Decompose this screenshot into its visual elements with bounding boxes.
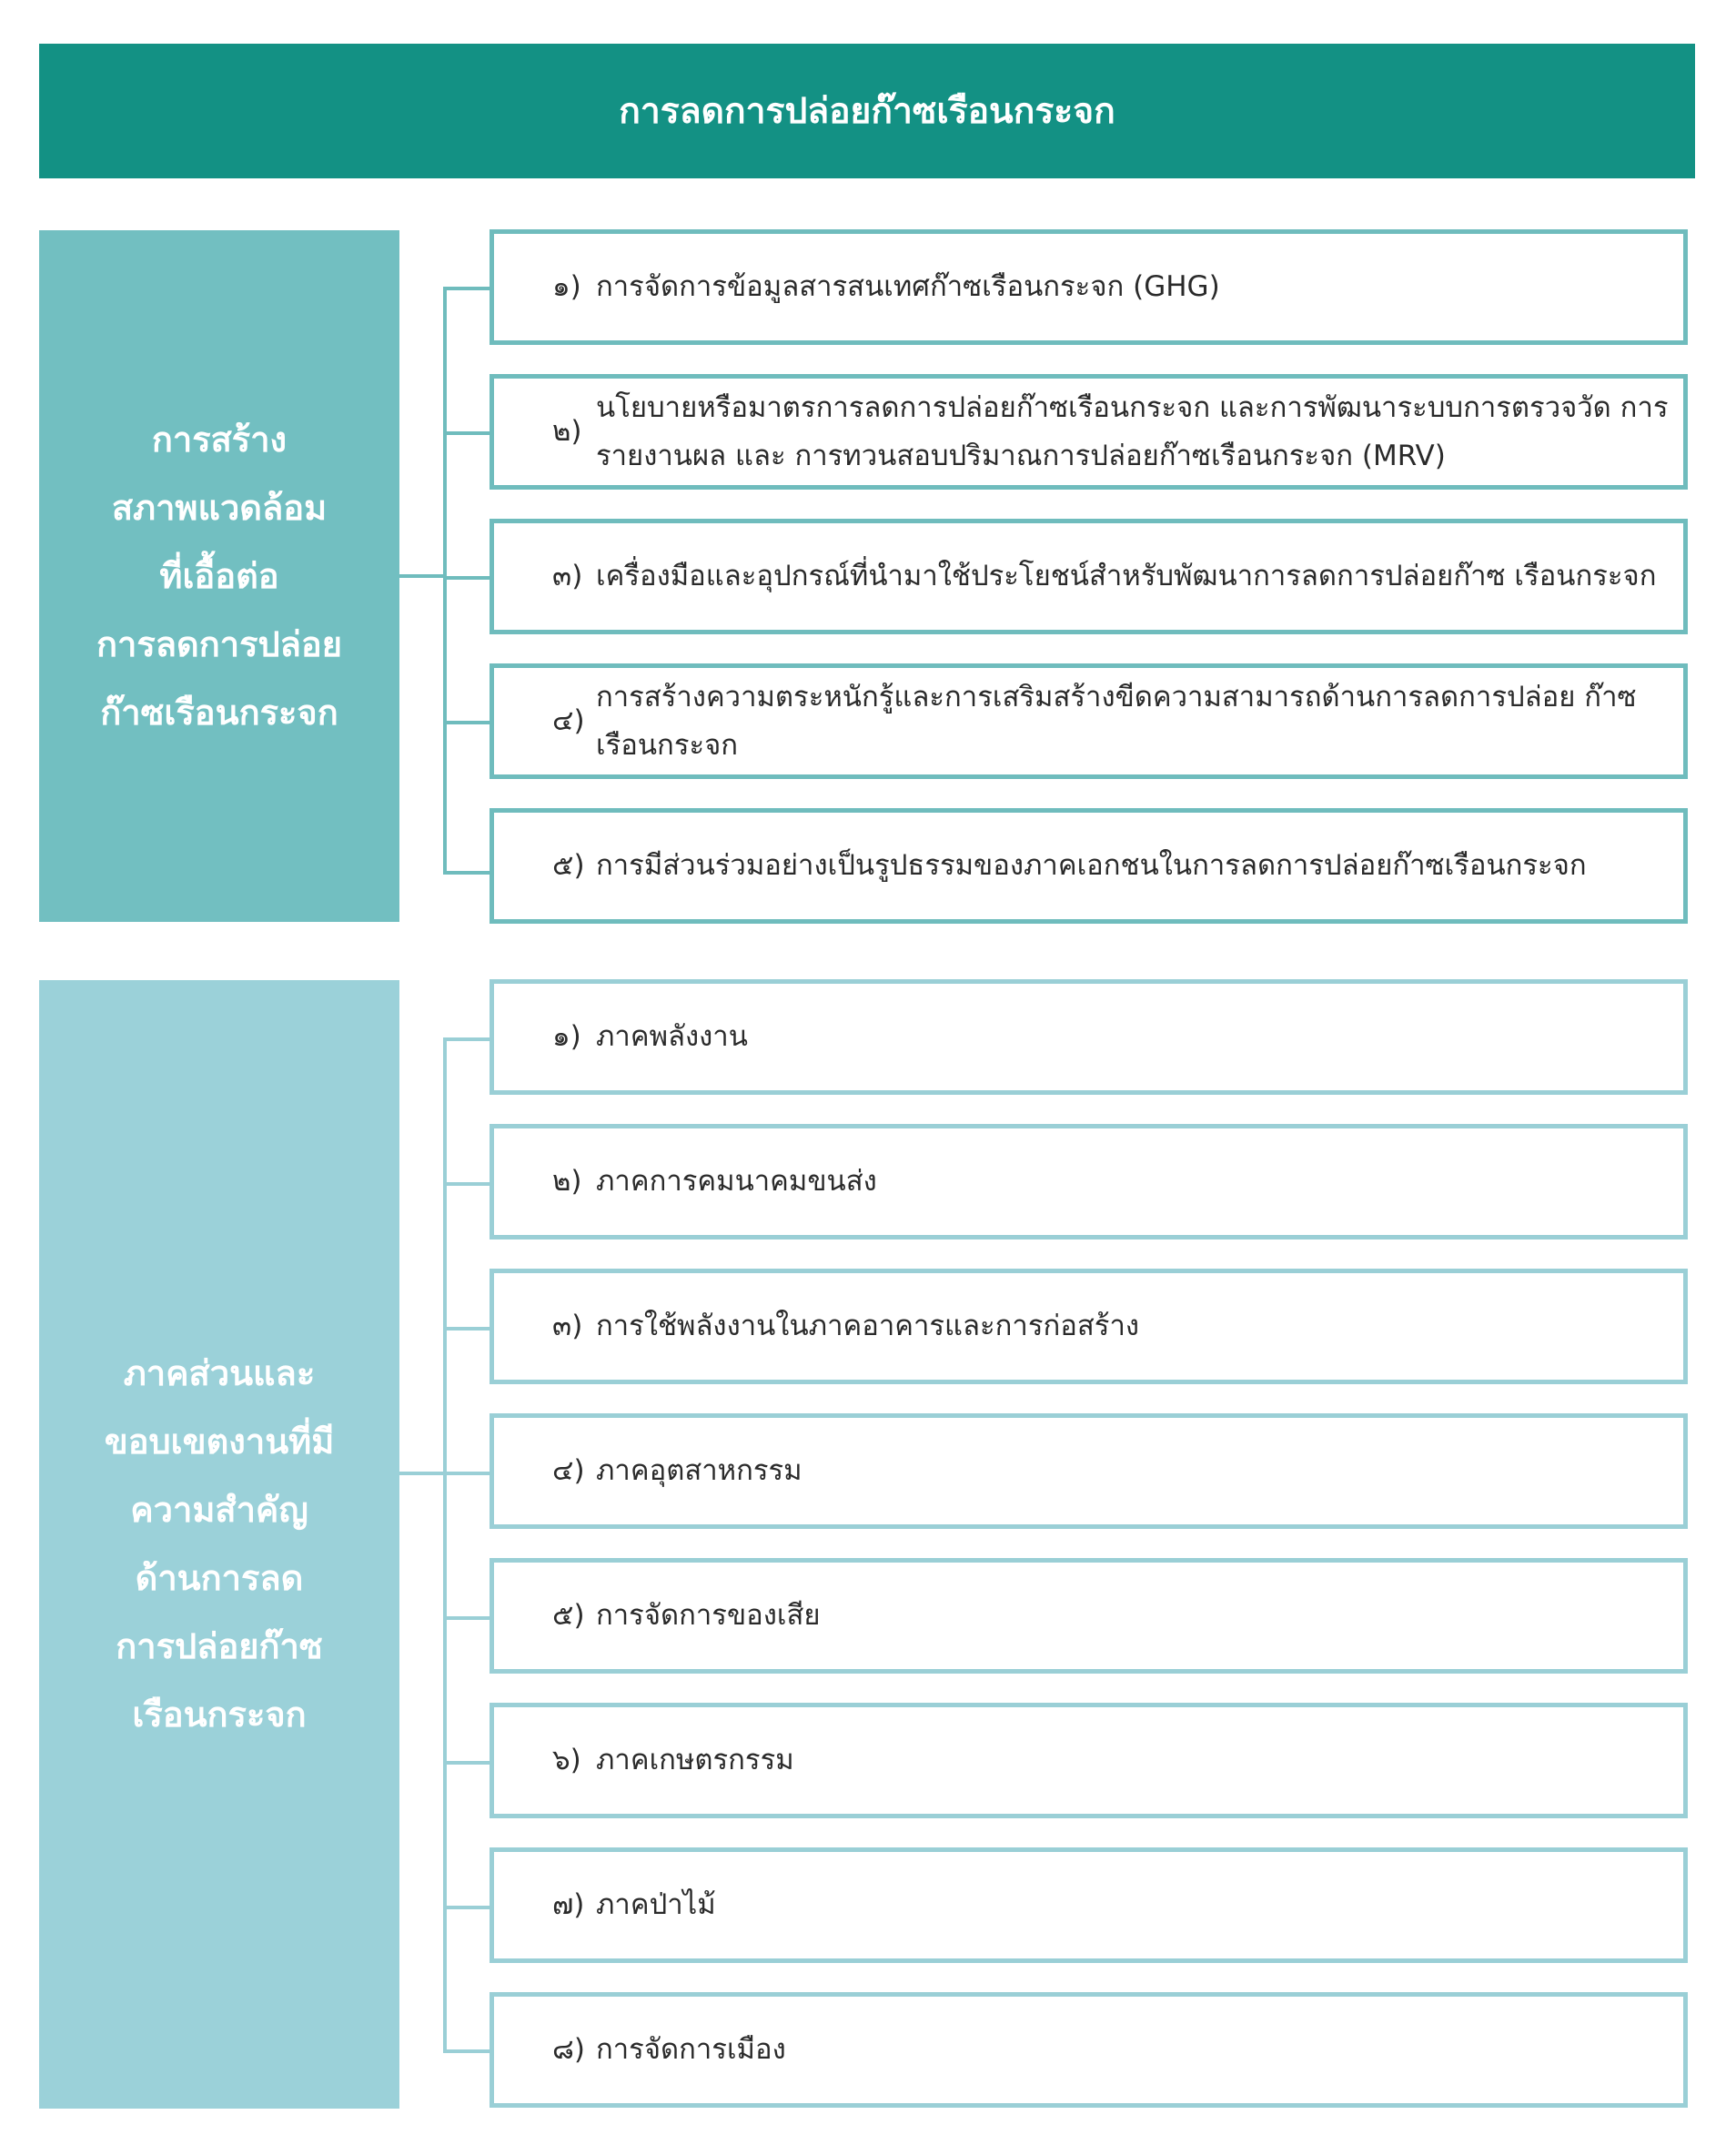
item-number: ๒) — [552, 1165, 582, 1198]
item-text: การมีส่วนร่วมอย่างเป็นรูปธรรมของภาคเอกชนในการลดการปล่อยก๊าซเรือนกระจก — [596, 849, 1587, 882]
item-text: การใช้พลังงานในภาคอาคารและการก่อสร้าง — [596, 1310, 1139, 1342]
item-number: ๕) — [552, 849, 585, 882]
item-text: เครื่องมือและอุปกรณ์ที่นำมาใช้ประโยชน์สำหรับพัฒนาการลดการปล่อยก๊าซ เรือนกระจก — [596, 560, 1657, 592]
connector — [443, 721, 490, 724]
connector — [443, 287, 490, 290]
group-2-label: ภาคส่วนและ ขอบเขตงานที่มี ความสำคัญ ด้านการลด การปล่อยก๊าซ เรือนกระจก — [39, 980, 399, 2109]
item-number: ๑) — [552, 1020, 581, 1053]
item-number: ๖) — [552, 1744, 581, 1776]
item-text: การจัดการของเสีย — [596, 1599, 821, 1632]
item-number: ๓) — [552, 1310, 583, 1342]
item-text: การสร้างความตระหนักรู้และการเสริมสร้างขีดความสามารถด้านการลดการปล่อย ก๊าซเรือนกระจก — [596, 680, 1637, 762]
item-number: ๑) — [552, 270, 581, 303]
list-item — [490, 979, 1688, 1095]
item-text: การจัดการเมือง — [596, 2033, 786, 2066]
list-item — [490, 1703, 1688, 1818]
list-item — [490, 1847, 1688, 1963]
connector — [443, 1616, 490, 1620]
item-number: ๓) — [552, 560, 583, 592]
list-item — [490, 808, 1688, 924]
item-text: ภาคอุตสาหกรรม — [596, 1454, 802, 1487]
list-item — [490, 1992, 1688, 2108]
list-item — [490, 663, 1688, 779]
item-number: ๔) — [552, 1454, 585, 1487]
list-item — [490, 1269, 1688, 1384]
item-text: ภาคพลังงาน — [596, 1020, 748, 1053]
list-item — [490, 1413, 1688, 1529]
connector — [443, 1906, 490, 1909]
group-2-stem — [399, 1472, 445, 1475]
connector — [443, 871, 490, 875]
item-text: การจัดการข้อมูลสารสนเทศก๊าซเรือนกระจก (GHG) — [596, 270, 1220, 303]
connector — [443, 1182, 490, 1186]
list-item — [490, 1124, 1688, 1240]
connector — [443, 431, 490, 435]
item-number: ๘) — [552, 2033, 586, 2066]
connector — [443, 2049, 490, 2053]
group-1-label: การสร้าง สภาพแวดล้อม ที่เอื้อต่อ การลดการปล่อย ก๊าซเรือนกระจก — [39, 230, 399, 922]
group-2-spine — [443, 1037, 447, 2053]
item-number: ๒) — [552, 415, 582, 448]
list-item — [490, 229, 1688, 345]
group-1-spine — [443, 287, 447, 875]
item-number: ๗) — [552, 1888, 585, 1921]
connector — [443, 1037, 490, 1041]
list-item — [490, 374, 1688, 490]
diagram-title: การลดการปล่อยก๊าซเรือนกระจก — [39, 44, 1695, 178]
item-text: นโยบายหรือมาตรการลดการปล่อยก๊าซเรือนกระจก และการพัฒนาระบบการตรวจวัด การรายงานผล และ การทวนสอบปริมาณการปล่อยก๊าซเรือนกระจก (MRV) — [596, 390, 1669, 472]
item-number: ๔) — [552, 704, 585, 737]
connector — [443, 1327, 490, 1331]
list-item — [490, 519, 1688, 634]
group-1-stem — [399, 574, 445, 578]
item-text: ภาคป่าไม้ — [596, 1888, 716, 1921]
item-number: ๕) — [552, 1599, 585, 1632]
connector — [443, 1472, 490, 1475]
item-text: ภาคเกษตรกรรม — [596, 1744, 794, 1776]
item-text: ภาคการคมนาคมขนส่ง — [596, 1165, 877, 1198]
connector — [443, 1761, 490, 1765]
connector — [443, 576, 490, 580]
list-item — [490, 1558, 1688, 1674]
